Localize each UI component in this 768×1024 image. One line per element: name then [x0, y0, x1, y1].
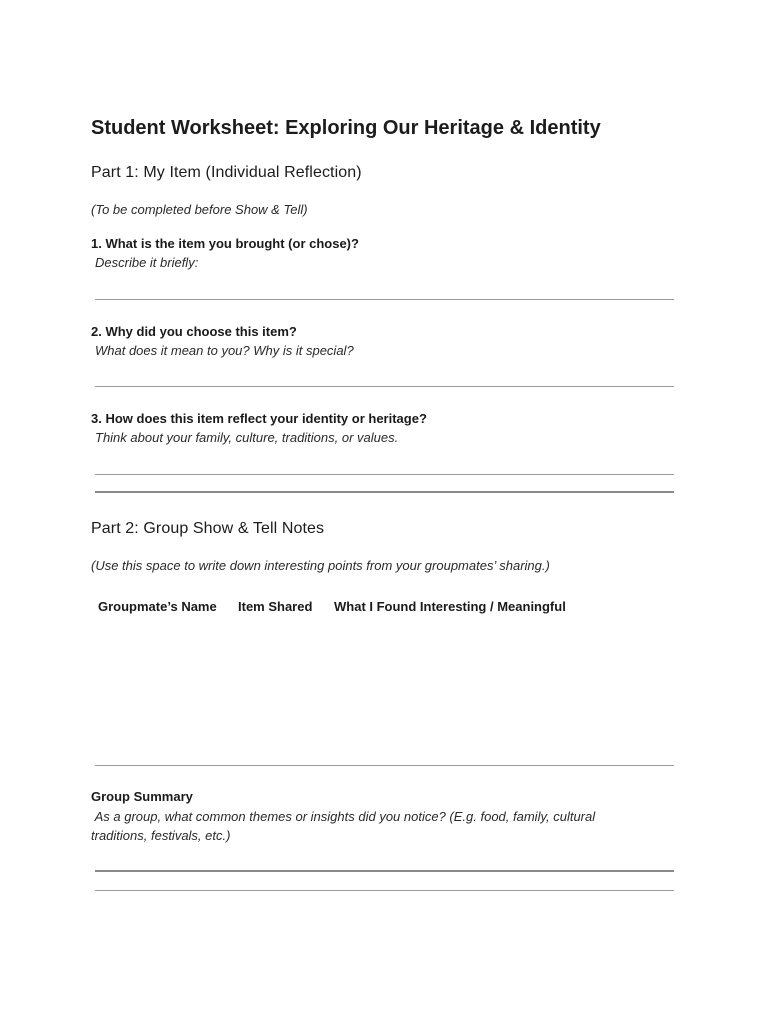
part2-heading: Part 2: Group Show & Tell Notes	[91, 520, 325, 537]
question-1-prompt: Describe it briefly:	[95, 255, 199, 270]
question-2: 2. Why did you choose this item?	[91, 324, 297, 339]
worksheet-title: Student Worksheet: Exploring Our Heritage & Identity	[91, 117, 601, 139]
summary-answer-line-1[interactable]	[95, 870, 674, 872]
question-3-prompt: Think about your family, culture, traditions, or values.	[95, 430, 399, 445]
section-divider	[95, 491, 674, 493]
question-2-prompt: What does it mean to you? Why is it special?	[95, 343, 354, 358]
header-interesting: What I Found Interesting / Meaningful	[334, 599, 566, 614]
answer-line-2[interactable]	[95, 386, 674, 387]
summary-answer-line-2[interactable]	[95, 890, 674, 891]
answer-line-3[interactable]	[95, 474, 674, 475]
part2-note: (Use this space to write down interesting points from your groupmates’ sharing.)	[91, 558, 550, 573]
answer-line-1[interactable]	[95, 299, 674, 300]
group-summary-prompt	[91, 807, 651, 845]
notes-table-bottom-line	[95, 765, 674, 766]
question-3: 3. How does this item reflect your identity or heritage?	[91, 411, 427, 426]
group-summary-heading: Group Summary	[91, 789, 193, 804]
part1-heading: Part 1: My Item (Individual Reflection)	[91, 164, 362, 181]
group-summary-prompt-text: As a group, what common themes or insights did you notice? (E.g. food, family, cultural traditions, festivals, etc.)	[91, 809, 596, 843]
header-groupmate-name: Groupmate’s Name	[98, 599, 217, 614]
header-item-shared: Item Shared	[238, 599, 313, 614]
question-1: 1. What is the item you brought (or chose)?	[91, 236, 359, 251]
part1-note: (To be completed before Show & Tell)	[91, 202, 308, 217]
